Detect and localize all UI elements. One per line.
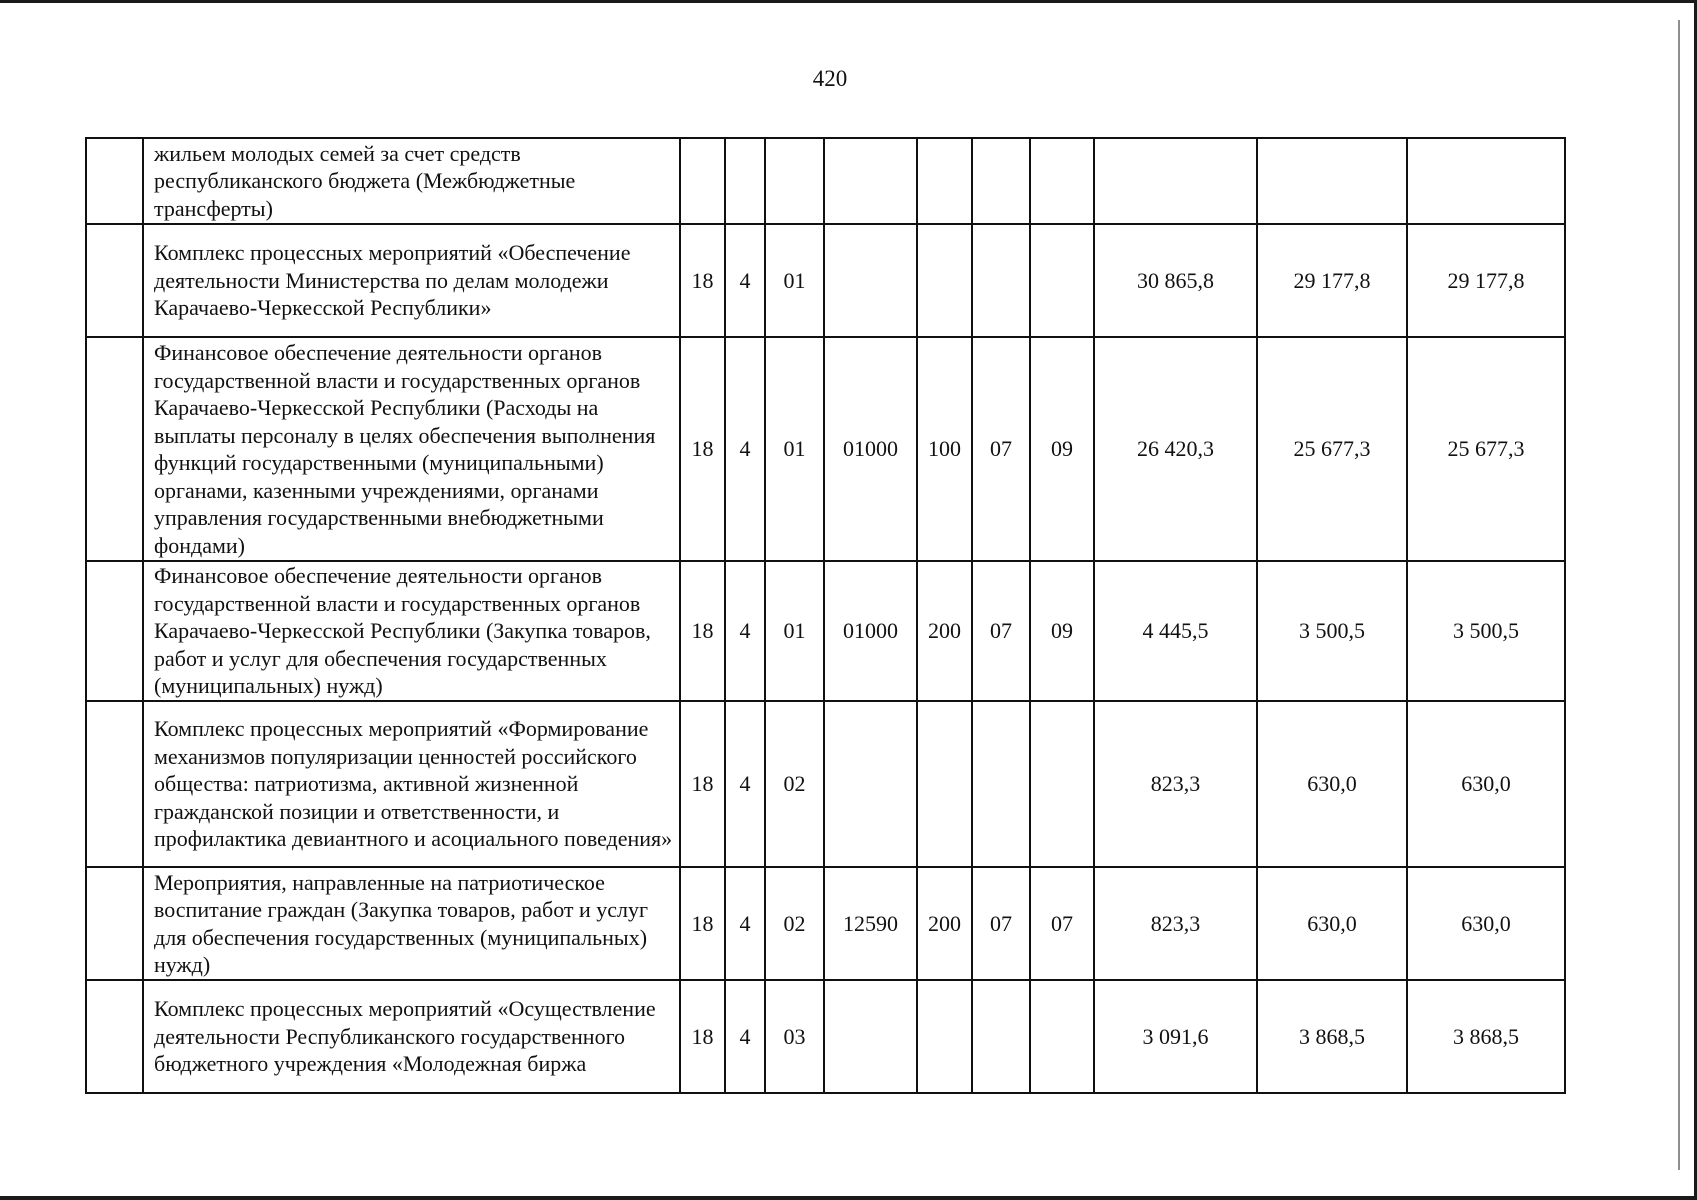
code-cell: 18 [680, 701, 725, 867]
table-row [86, 337, 1565, 561]
code-cell: 12590 [824, 867, 917, 980]
table-row [86, 138, 1565, 224]
code-cell [765, 138, 824, 224]
amount-cell: 26 420,3 [1094, 337, 1257, 561]
code-cell [824, 138, 917, 224]
amount-cell: 29 177,8 [1407, 224, 1565, 337]
scan-border-top [0, 0, 1697, 3]
code-cell [1030, 701, 1094, 867]
code-cell: 18 [680, 337, 725, 561]
code-cell: 4 [725, 980, 765, 1093]
code-cell: 4 [725, 701, 765, 867]
amount-cell [1094, 138, 1257, 224]
amount-cell: 3 868,5 [1257, 980, 1407, 1093]
code-cell: 07 [1030, 867, 1094, 980]
code-cell [824, 224, 917, 337]
amount-cell: 630,0 [1257, 867, 1407, 980]
amount-cell: 3 500,5 [1257, 561, 1407, 701]
page-number: 420 [812, 66, 848, 91]
row-number-cell [86, 701, 143, 867]
row-number-cell [86, 980, 143, 1093]
amount-cell: 823,3 [1094, 867, 1257, 980]
amount-cell: 630,0 [1407, 701, 1565, 867]
scan-line-right [1678, 20, 1680, 1170]
description-cell: Комплекс процессных мероприятий «Осуществление деятельности Республиканского государственного бюджетного учреждения «Молодежная биржа [143, 980, 680, 1093]
description-cell: жильем молодых семей за счет средств республиканского бюджета (Межбюджетные трансферты) [143, 138, 680, 224]
code-cell: 07 [972, 867, 1030, 980]
code-cell: 07 [972, 337, 1030, 561]
description-cell: Финансовое обеспечение деятельности органов государственной власти и государственных органов Карачаево-Черкесской Республики (Закупка товаров, работ и услуг для обеспечения государственных (муниципальных) нужд) [143, 561, 680, 701]
table-row [86, 980, 1565, 1093]
code-cell: 01 [765, 337, 824, 561]
code-cell [917, 980, 972, 1093]
code-cell: 18 [680, 980, 725, 1093]
code-cell [824, 980, 917, 1093]
row-number-cell [86, 138, 143, 224]
table-row [86, 701, 1565, 867]
table-row [86, 561, 1565, 701]
description-cell: Комплекс процессных мероприятий «Формирование механизмов популяризации ценностей российского общества: патриотизма, активной жизненной гражданской позиции и ответственности, и профилактика девиантного и асоциального поведения» [143, 701, 680, 867]
code-cell [972, 224, 1030, 337]
code-cell [972, 980, 1030, 1093]
amount-cell: 3 868,5 [1407, 980, 1565, 1093]
code-cell: 01 [765, 224, 824, 337]
code-cell: 09 [1030, 337, 1094, 561]
table-row [86, 224, 1565, 337]
code-cell [917, 224, 972, 337]
amount-cell: 630,0 [1407, 867, 1565, 980]
amount-cell: 823,3 [1094, 701, 1257, 867]
amount-cell: 3 500,5 [1407, 561, 1565, 701]
code-cell: 100 [917, 337, 972, 561]
description-cell: Финансовое обеспечение деятельности органов государственной власти и государственных органов Карачаево-Черкесской Республики (Расходы на выплаты персоналу в целях обеспечения выполнения функций государственными (муниципальными) органами, казенными учреждениями, органами управления государственными внебюджетными фондами) [143, 337, 680, 561]
row-number-cell [86, 561, 143, 701]
code-cell [1030, 980, 1094, 1093]
code-cell: 02 [765, 701, 824, 867]
amount-cell: 25 677,3 [1257, 337, 1407, 561]
code-cell: 4 [725, 561, 765, 701]
row-number-cell [86, 337, 143, 561]
code-cell: 02 [765, 867, 824, 980]
scan-border-bottom [0, 1196, 1697, 1200]
amount-cell: 630,0 [1257, 701, 1407, 867]
code-cell: 01000 [824, 337, 917, 561]
code-cell: 03 [765, 980, 824, 1093]
description-cell: Мероприятия, направленные на патриотическое воспитание граждан (Закупка товаров, работ и услуг для обеспечения государственных (муниципальных) нужд) [143, 867, 680, 980]
code-cell: 18 [680, 561, 725, 701]
row-number-cell [86, 867, 143, 980]
amount-cell: 29 177,8 [1257, 224, 1407, 337]
code-cell: 01 [765, 561, 824, 701]
code-cell [972, 138, 1030, 224]
code-cell [824, 701, 917, 867]
code-cell [725, 138, 765, 224]
code-cell: 4 [725, 867, 765, 980]
description-cell: Комплекс процессных мероприятий «Обеспечение деятельности Министерства по делам молодежи Карачаево-Черкесской Республики» [143, 224, 680, 337]
code-cell [1030, 224, 1094, 337]
code-cell [917, 701, 972, 867]
code-cell [1030, 138, 1094, 224]
code-cell [917, 138, 972, 224]
amount-cell: 3 091,6 [1094, 980, 1257, 1093]
code-cell: 200 [917, 867, 972, 980]
code-cell: 09 [1030, 561, 1094, 701]
code-cell: 4 [725, 337, 765, 561]
amount-cell [1407, 138, 1565, 224]
amount-cell [1257, 138, 1407, 224]
amount-cell: 25 677,3 [1407, 337, 1565, 561]
budget-table [85, 137, 1566, 1094]
code-cell: 01000 [824, 561, 917, 701]
code-cell [680, 138, 725, 224]
code-cell: 4 [725, 224, 765, 337]
code-cell: 18 [680, 224, 725, 337]
amount-cell: 30 865,8 [1094, 224, 1257, 337]
amount-cell: 4 445,5 [1094, 561, 1257, 701]
code-cell [972, 701, 1030, 867]
code-cell: 18 [680, 867, 725, 980]
table-row [86, 867, 1565, 980]
code-cell: 200 [917, 561, 972, 701]
row-number-cell [86, 224, 143, 337]
code-cell: 07 [972, 561, 1030, 701]
